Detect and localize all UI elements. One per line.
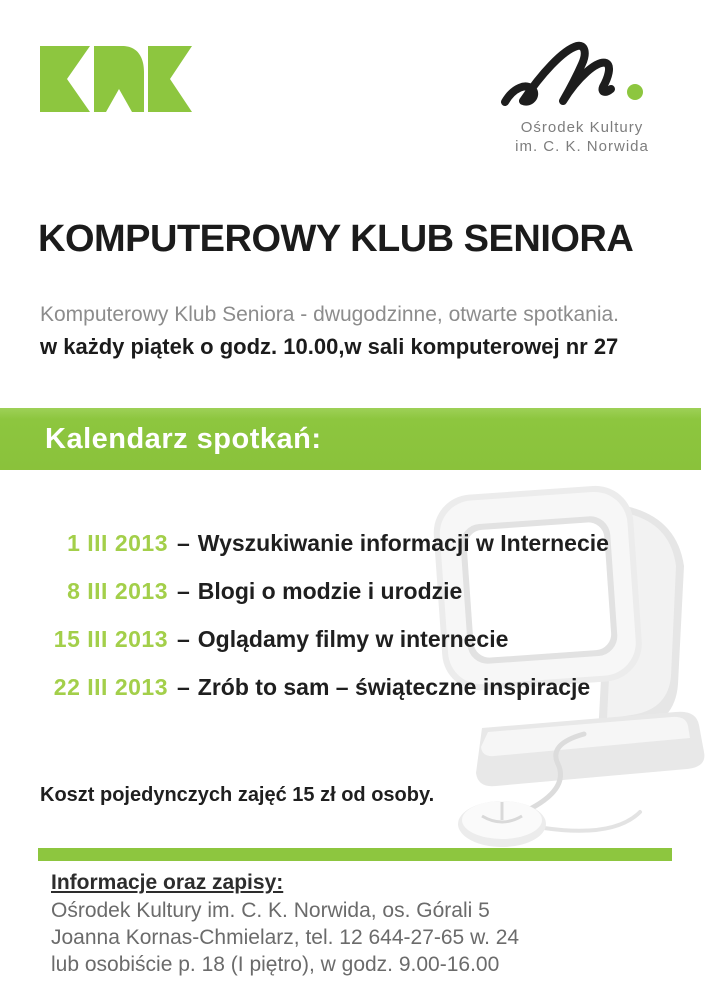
calendar-item (40, 626, 680, 674)
intro-paragraph (40, 300, 680, 364)
calendar-item-date: 15 III 2013 (53, 626, 168, 652)
calendar-item (40, 530, 680, 578)
norwid-logo-line2: im. C. K. Norwida (515, 138, 649, 155)
footer-address-line: Ośrodek Kultury im. C. K. Norwida, os. Górali 5 (51, 899, 490, 922)
intro-line1: Komputerowy Klub Seniora - dwugodzinne, otwarte spotkania. (40, 303, 619, 326)
calendar-item-topic: Zrób to sam – świąteczne inspiracje (197, 674, 591, 700)
calendar-item-topic: Wyszukiwanie informacji w Internecie (197, 530, 609, 556)
calendar-list (40, 530, 680, 722)
cost-note: Koszt pojedynczych zajęć 15 zł od osoby. (40, 784, 435, 806)
calendar-item (40, 674, 680, 722)
norwid-logo (494, 36, 670, 156)
calendar-item-topic: Oglądamy filmy w internecie (197, 626, 509, 652)
calendar-banner-heading: Kalendarz spotkań: (45, 423, 322, 455)
footer-contact-line: Joanna Kornas-Chmielarz, tel. 12 644-27-65 w. 24 (51, 926, 520, 949)
footer-heading: Informacje oraz zapisy: (51, 871, 284, 894)
calendar-item-separator: – (177, 578, 190, 604)
footer-contact (51, 869, 671, 978)
calendar-item-separator: – (177, 674, 190, 700)
calendar-item-date: 8 III 2013 (67, 578, 168, 604)
calendar-item-date: 22 III 2013 (53, 674, 168, 700)
footer-hours-line: lub osobiście p. 18 (I piętro), w godz. 9.00-16.00 (51, 953, 500, 976)
calendar-item-date: 1 III 2013 (67, 530, 168, 556)
norwid-monogram-icon (497, 36, 667, 118)
intro-line2: w każdy piątek o godz. 10.00,w sali komputerowej nr 27 (40, 334, 619, 359)
calendar-item-topic: Blogi o modzie i urodzie (197, 578, 463, 604)
calendar-banner (0, 408, 701, 470)
footer-divider-bar (38, 848, 672, 861)
page-title: KOMPUTEROWY KLUB SENIORA (38, 218, 634, 260)
calendar-item (40, 578, 680, 626)
krk-logo (40, 45, 194, 113)
calendar-item-separator: – (177, 626, 190, 652)
norwid-logo-line1: Ośrodek Kultury (520, 119, 644, 136)
calendar-item-separator: – (177, 530, 190, 556)
krk-logo-icon (40, 45, 194, 113)
